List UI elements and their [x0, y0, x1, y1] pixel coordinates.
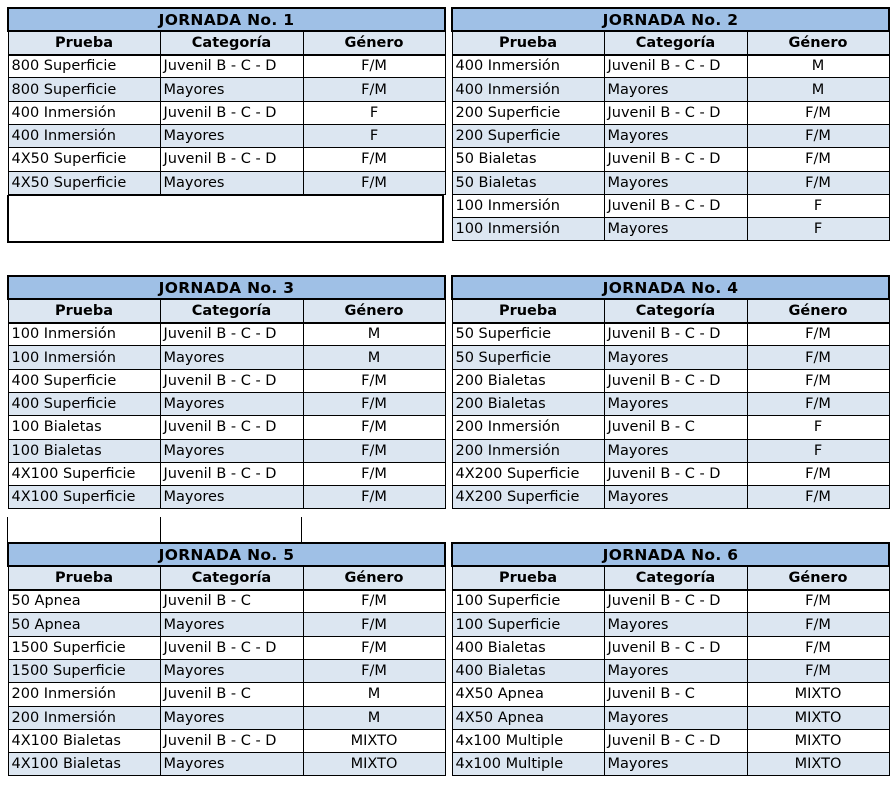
prueba-cell: 200 Inmersión: [8, 706, 160, 729]
header-categoria: Categoría: [604, 31, 747, 54]
genero-cell: F/M: [747, 659, 889, 682]
schedule-table: [7, 542, 446, 776]
categoria-cell: Mayores: [604, 346, 747, 369]
table-row: [452, 486, 889, 509]
prueba-cell: 50 Bialetas: [452, 171, 604, 194]
table-row: [8, 659, 445, 682]
genero-cell: F/M: [303, 392, 445, 415]
categoria-cell: Juvenil B - C - D: [160, 369, 303, 392]
table-row: [8, 55, 445, 78]
prueba-cell: 1500 Superficie: [8, 659, 160, 682]
jornada-table-6: [451, 542, 888, 776]
genero-cell: M: [303, 683, 445, 706]
header-genero: Género: [303, 566, 445, 589]
genero-cell: F/M: [747, 346, 889, 369]
prueba-cell: 100 Inmersión: [452, 194, 604, 217]
header-prueba: Prueba: [8, 299, 160, 322]
table-row: [8, 78, 445, 101]
prueba-cell: 50 Apnea: [8, 590, 160, 613]
header-categoria: Categoría: [160, 566, 303, 589]
genero-cell: F/M: [747, 486, 889, 509]
prueba-cell: 800 Superficie: [8, 78, 160, 101]
table-row: [8, 323, 445, 346]
prueba-cell: 50 Superficie: [452, 346, 604, 369]
prueba-cell: 4X100 Superficie: [8, 462, 160, 485]
prueba-cell: 200 Superficie: [452, 124, 604, 147]
categoria-cell: Mayores: [160, 346, 303, 369]
genero-cell: F/M: [747, 124, 889, 147]
genero-cell: F/M: [747, 148, 889, 171]
genero-cell: F/M: [747, 101, 889, 124]
table-row: [8, 346, 445, 369]
table-row: [8, 439, 445, 462]
genero-cell: F: [747, 416, 889, 439]
jornada-table-4: [451, 275, 888, 509]
categoria-cell: Mayores: [160, 753, 303, 776]
genero-cell: M: [303, 706, 445, 729]
prueba-cell: 400 Bialetas: [452, 636, 604, 659]
categoria-cell: Juvenil B - C - D: [160, 101, 303, 124]
jornada-table-2: [451, 7, 888, 241]
categoria-cell: Mayores: [604, 706, 747, 729]
genero-cell: F/M: [747, 590, 889, 613]
spacer-divider: [160, 517, 161, 542]
genero-cell: M: [303, 323, 445, 346]
categoria-cell: Juvenil B - C - D: [604, 462, 747, 485]
table-row: [452, 392, 889, 415]
table-row: [452, 346, 889, 369]
genero-cell: F/M: [747, 392, 889, 415]
categoria-cell: Mayores: [160, 486, 303, 509]
header-prueba: Prueba: [452, 566, 604, 589]
prueba-cell: 400 Inmersión: [8, 101, 160, 124]
prueba-cell: 100 Superficie: [452, 613, 604, 636]
prueba-cell: 200 Inmersión: [452, 416, 604, 439]
categoria-cell: Juvenil B - C: [604, 416, 747, 439]
header-prueba: Prueba: [452, 299, 604, 322]
genero-cell: F/M: [303, 369, 445, 392]
categoria-cell: Mayores: [604, 753, 747, 776]
empty-area: [7, 195, 444, 244]
genero-cell: F/M: [303, 78, 445, 101]
genero-cell: M: [747, 78, 889, 101]
table-row: [8, 590, 445, 613]
genero-cell: MIXTO: [747, 706, 889, 729]
table-row: [8, 706, 445, 729]
prueba-cell: 50 Bialetas: [452, 148, 604, 171]
genero-cell: F/M: [303, 486, 445, 509]
genero-cell: F/M: [303, 55, 445, 78]
categoria-cell: Mayores: [160, 124, 303, 147]
header-categoria: Categoría: [160, 299, 303, 322]
categoria-cell: Mayores: [604, 171, 747, 194]
genero-cell: F/M: [747, 462, 889, 485]
table-row: [8, 416, 445, 439]
genero-cell: F/M: [303, 171, 445, 194]
jornada-title: JORNADA No. 2: [452, 8, 889, 31]
categoria-cell: Juvenil B - C - D: [160, 416, 303, 439]
header-categoria: Categoría: [160, 31, 303, 54]
prueba-cell: 4X50 Superficie: [8, 148, 160, 171]
table-row: [452, 462, 889, 485]
schedule-table: [451, 275, 890, 509]
jornada-title: JORNADA No. 1: [8, 8, 445, 31]
table-row: [8, 101, 445, 124]
prueba-cell: 4X200 Superficie: [452, 462, 604, 485]
table-row: [452, 753, 889, 776]
prueba-cell: 400 Superficie: [8, 369, 160, 392]
empty-spacer-cells: [7, 517, 302, 542]
table-row: [8, 392, 445, 415]
genero-cell: MIXTO: [747, 729, 889, 752]
header-prueba: Prueba: [452, 31, 604, 54]
categoria-cell: Juvenil B - C: [160, 590, 303, 613]
categoria-cell: Mayores: [604, 486, 747, 509]
table-row: [8, 753, 445, 776]
categoria-cell: Mayores: [604, 659, 747, 682]
prueba-cell: 100 Inmersión: [8, 323, 160, 346]
prueba-cell: 200 Bialetas: [452, 392, 604, 415]
prueba-cell: 4X100 Bialetas: [8, 753, 160, 776]
jornada-title: JORNADA No. 5: [8, 543, 445, 566]
prueba-cell: 800 Superficie: [8, 55, 160, 78]
schedule-table: [451, 542, 890, 776]
prueba-cell: 400 Superficie: [8, 392, 160, 415]
categoria-cell: Juvenil B - C - D: [160, 729, 303, 752]
prueba-cell: 4X100 Bialetas: [8, 729, 160, 752]
categoria-cell: Juvenil B - C - D: [160, 462, 303, 485]
genero-cell: MIXTO: [747, 683, 889, 706]
jornada-title: JORNADA No. 3: [8, 276, 445, 299]
prueba-cell: 50 Apnea: [8, 613, 160, 636]
table-row: [452, 323, 889, 346]
table-row: [8, 148, 445, 171]
prueba-cell: 400 Bialetas: [452, 659, 604, 682]
genero-cell: F/M: [303, 590, 445, 613]
table-row: [8, 462, 445, 485]
categoria-cell: Juvenil B - C - D: [604, 101, 747, 124]
categoria-cell: Mayores: [604, 218, 747, 241]
prueba-cell: 4X50 Apnea: [452, 683, 604, 706]
categoria-cell: Juvenil B - C - D: [604, 148, 747, 171]
table-row: [452, 171, 889, 194]
categoria-cell: Juvenil B - C - D: [160, 148, 303, 171]
jornada-table-1: [7, 7, 444, 243]
table-row: [452, 729, 889, 752]
header-genero: Género: [303, 31, 445, 54]
genero-cell: F/M: [303, 416, 445, 439]
table-row: [8, 613, 445, 636]
genero-cell: MIXTO: [303, 753, 445, 776]
categoria-cell: Mayores: [604, 78, 747, 101]
prueba-cell: 400 Inmersión: [8, 124, 160, 147]
table-row: [8, 729, 445, 752]
header-genero: Género: [747, 299, 889, 322]
table-row: [452, 218, 889, 241]
schedule-table: [451, 7, 890, 241]
table-row: [8, 486, 445, 509]
prueba-cell: 100 Superficie: [452, 590, 604, 613]
header-categoria: Categoría: [604, 299, 747, 322]
prueba-cell: 200 Inmersión: [452, 439, 604, 462]
categoria-cell: Juvenil B - C - D: [604, 323, 747, 346]
table-row: [452, 613, 889, 636]
genero-cell: F/M: [747, 369, 889, 392]
categoria-cell: Juvenil B - C - D: [604, 729, 747, 752]
categoria-cell: Mayores: [160, 706, 303, 729]
genero-cell: F/M: [303, 462, 445, 485]
categoria-cell: Mayores: [160, 659, 303, 682]
genero-cell: F/M: [747, 613, 889, 636]
categoria-cell: Juvenil B - C - D: [604, 194, 747, 217]
jornada-table-5: [7, 542, 444, 776]
genero-cell: F/M: [747, 636, 889, 659]
genero-cell: F/M: [303, 636, 445, 659]
header-genero: Género: [747, 566, 889, 589]
prueba-cell: 200 Superficie: [452, 101, 604, 124]
genero-cell: F: [303, 101, 445, 124]
table-row: [452, 439, 889, 462]
categoria-cell: Mayores: [160, 392, 303, 415]
categoria-cell: Mayores: [604, 392, 747, 415]
genero-cell: F/M: [303, 148, 445, 171]
header-categoria: Categoría: [604, 566, 747, 589]
header-prueba: Prueba: [8, 31, 160, 54]
genero-cell: F/M: [303, 439, 445, 462]
categoria-cell: Juvenil B - C - D: [604, 55, 747, 78]
table-row: [8, 683, 445, 706]
table-row: [8, 369, 445, 392]
table-row: [452, 683, 889, 706]
genero-cell: F/M: [303, 613, 445, 636]
table-row: [8, 124, 445, 147]
schedule-table: [7, 7, 446, 195]
prueba-cell: 4X50 Superficie: [8, 171, 160, 194]
prueba-cell: 100 Bialetas: [8, 416, 160, 439]
prueba-cell: 4X200 Superficie: [452, 486, 604, 509]
categoria-cell: Mayores: [604, 124, 747, 147]
categoria-cell: Juvenil B - C - D: [160, 636, 303, 659]
categoria-cell: Mayores: [604, 439, 747, 462]
categoria-cell: Mayores: [160, 171, 303, 194]
prueba-cell: 1500 Superficie: [8, 636, 160, 659]
categoria-cell: Mayores: [160, 439, 303, 462]
prueba-cell: 400 Inmersión: [452, 55, 604, 78]
prueba-cell: 4x100 Multiple: [452, 729, 604, 752]
prueba-cell: 400 Inmersión: [452, 78, 604, 101]
categoria-cell: Juvenil B - C - D: [604, 590, 747, 613]
genero-cell: F: [303, 124, 445, 147]
prueba-cell: 4X100 Superficie: [8, 486, 160, 509]
table-row: [8, 171, 445, 194]
categoria-cell: Mayores: [604, 613, 747, 636]
table-row: [452, 55, 889, 78]
categoria-cell: Juvenil B - C - D: [604, 636, 747, 659]
jornada-table-3: [7, 275, 444, 509]
genero-cell: F/M: [747, 323, 889, 346]
genero-cell: M: [747, 55, 889, 78]
categoria-cell: Juvenil B - C: [160, 683, 303, 706]
genero-cell: M: [303, 346, 445, 369]
table-row: [452, 659, 889, 682]
categoria-cell: Juvenil B - C - D: [160, 55, 303, 78]
table-row: [8, 636, 445, 659]
table-row: [452, 590, 889, 613]
genero-cell: F: [747, 439, 889, 462]
categoria-cell: Juvenil B - C - D: [604, 369, 747, 392]
table-row: [452, 124, 889, 147]
header-genero: Género: [303, 299, 445, 322]
table-row: [452, 101, 889, 124]
prueba-cell: 100 Bialetas: [8, 439, 160, 462]
prueba-cell: 50 Superficie: [452, 323, 604, 346]
table-row: [452, 369, 889, 392]
prueba-cell: 100 Inmersión: [452, 218, 604, 241]
table-row: [452, 706, 889, 729]
prueba-cell: 200 Inmersión: [8, 683, 160, 706]
categoria-cell: Mayores: [160, 613, 303, 636]
table-row: [452, 416, 889, 439]
prueba-cell: 200 Bialetas: [452, 369, 604, 392]
table-row: [452, 78, 889, 101]
genero-cell: F: [747, 194, 889, 217]
jornada-title: JORNADA No. 4: [452, 276, 889, 299]
header-prueba: Prueba: [8, 566, 160, 589]
prueba-cell: 100 Inmersión: [8, 346, 160, 369]
categoria-cell: Juvenil B - C - D: [160, 323, 303, 346]
categoria-cell: Mayores: [160, 78, 303, 101]
table-row: [452, 148, 889, 171]
jornada-title: JORNADA No. 6: [452, 543, 889, 566]
prueba-cell: 4X50 Apnea: [452, 706, 604, 729]
genero-cell: F/M: [747, 171, 889, 194]
genero-cell: MIXTO: [747, 753, 889, 776]
schedule-table: [7, 275, 446, 509]
genero-cell: F/M: [303, 659, 445, 682]
header-genero: Género: [747, 31, 889, 54]
genero-cell: MIXTO: [303, 729, 445, 752]
categoria-cell: Juvenil B - C: [604, 683, 747, 706]
table-row: [452, 636, 889, 659]
table-row: [452, 194, 889, 217]
prueba-cell: 4x100 Multiple: [452, 753, 604, 776]
genero-cell: F: [747, 218, 889, 241]
